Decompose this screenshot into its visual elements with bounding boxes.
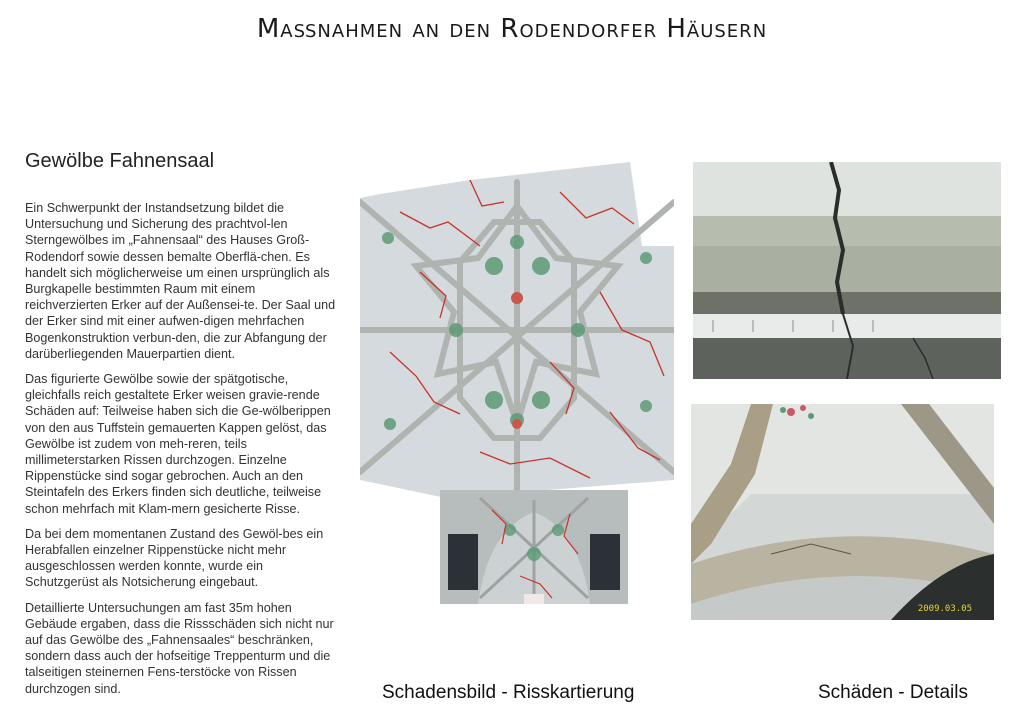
page-title: Maßnahmen an den Rodendorfer Häusern	[256, 14, 768, 44]
paragraph: Da bei dem momentanen Zustand des Gewöl-bes ein Herabfallen einzelner Rippenstücke nicht mehr ausgeschlossen werden konnte, wurde ein Schutzgerüst als Notsicherung eingebaut.	[25, 526, 324, 590]
paragraph: Detaillierte Untersuchungen am fast 35m hohen Gebäude ergaben, dass die Rissschäden sich nicht nur auf das Gewölbe des „Fahnensaales“ beschränken, sondern dass auch der hofseitige Treppenturm und die talseitigen steinernen Fens-terstöcke von Rissen durchzogen sind.	[25, 600, 334, 696]
paragraph: Ein Schwerpunkt der Instandsetzung bildet die Untersuchung und Sicherung des prachtvol-len Sterngewölbes im „Fahnensaal“ des Hauses Groß-Rodendorf sowie dessen bemalte Oberflä-chen. Es handelt sich möglicherweise um einen ursprünglich als Burgkapelle bestimmten Raum mit einem reichverzierten Erker auf der Außensei-te. Der Saal und der Erker sind mit einer aufwen-digen mehrfachen Bogenkonstruktion verbun-den, die zur Abfangung der darüberliegenden Mauerpartien dient.	[25, 201, 336, 361]
vault-overview-photo	[440, 490, 628, 604]
paragraph: Das figurierte Gewölbe sowie der spätgotische, gleichfalls reich gestaltete Erker weisen gravie-rende Schäden auf: Teilweise haben sich die Ge-wölberippen von den aus Tuffstein gemauerten Kappen gelöst, das Gewölbe ist zudem von meh-reren, teils millimeterstarken Rissen durchzogen. Einzelne Rippenstücke sind sogar gebrochen. Auch an den Steintafeln des Erkers finden sich deutliche, teilweise schon mehrfach mit Klam-mern gesicherte Risse.	[25, 372, 331, 516]
section-heading: Gewölbe Fahnensaal	[25, 150, 215, 172]
arch-rib-detail-photo	[691, 404, 994, 620]
body-text	[25, 200, 340, 706]
caption-damage-details: Schäden - Details	[818, 682, 968, 703]
photo-date-stamp: 2009.03.05	[917, 604, 972, 614]
stone-crack-detail-photo	[693, 162, 1001, 379]
vault-crack-map-photo	[360, 162, 674, 498]
caption-crack-mapping: Schadensbild - Risskartierung	[382, 682, 635, 703]
